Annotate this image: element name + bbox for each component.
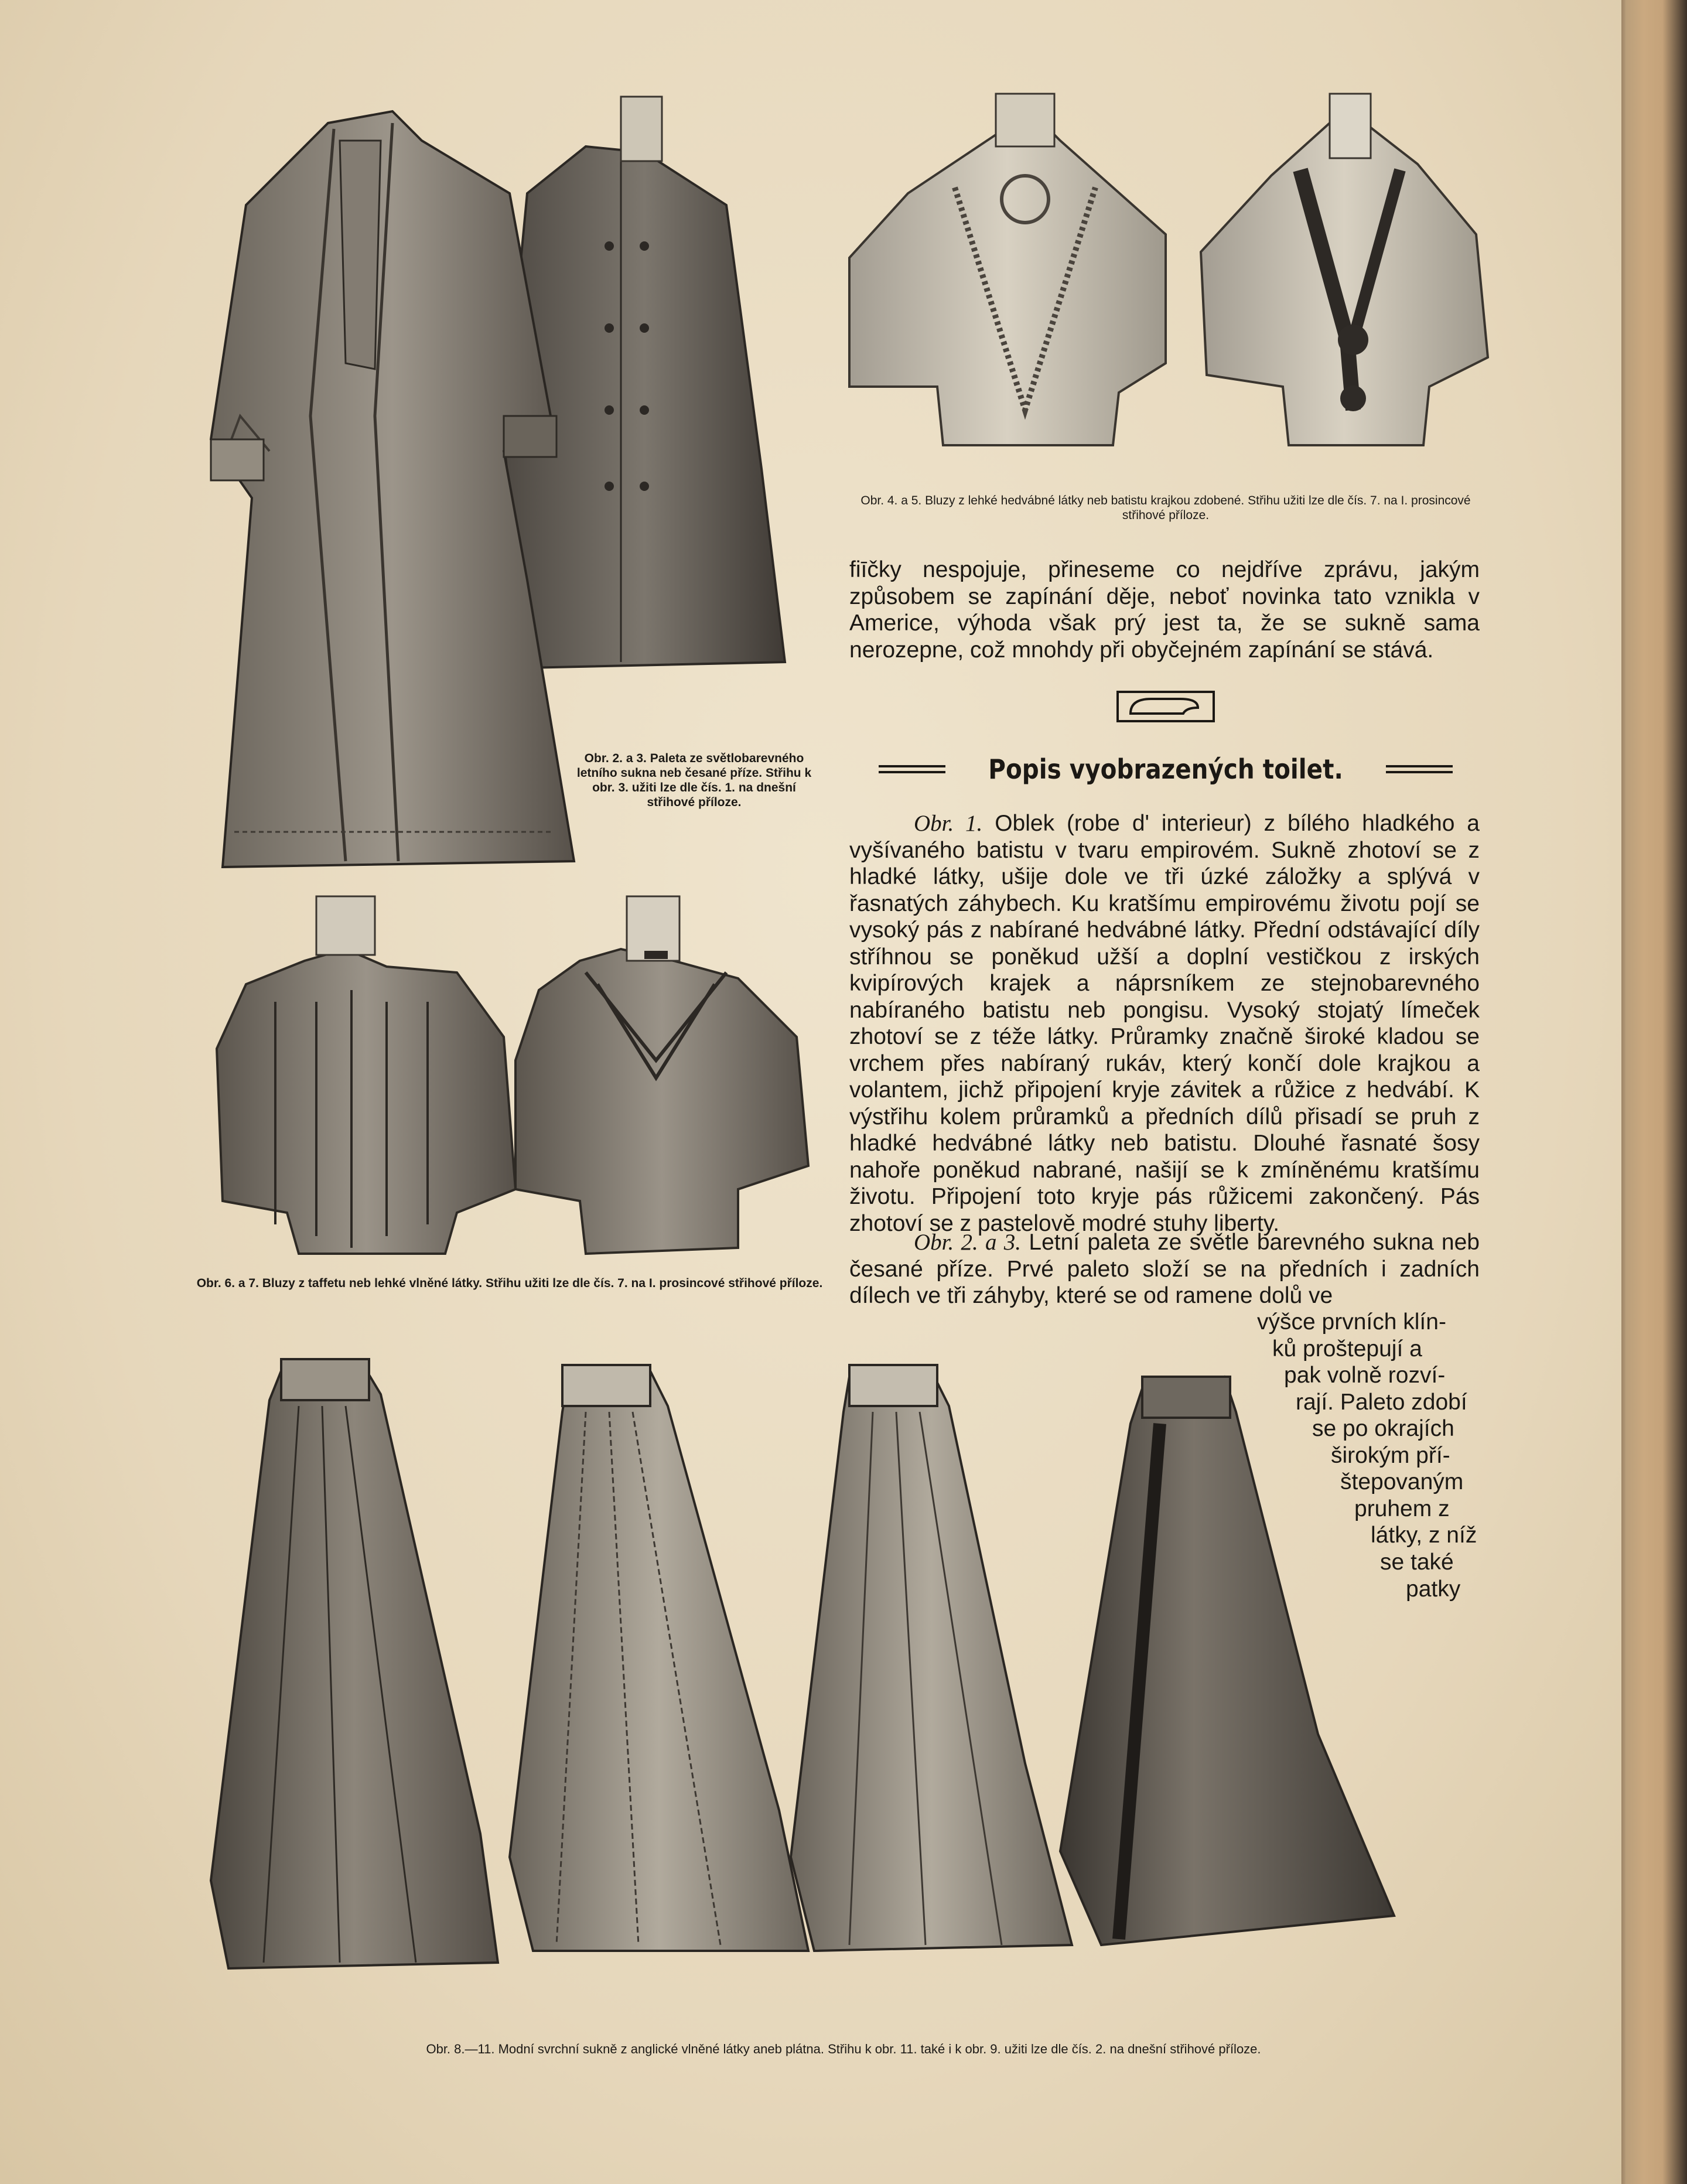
wrap-line: se také: [1380, 1550, 1454, 1575]
wrap-line: patky: [1406, 1576, 1461, 1602]
intro-paragraph: fiīčky nespojuje, přineseme co nejdříve zprávu, jakým způsobem se zapínání děje, neboť novinka tato vznikla v Americe, výhoda však prý jest ta, že se sukně sama nerozepne, což mnohdy při obyčejném zapínání se stává.: [849, 557, 1480, 663]
description-paragraph-1: [849, 810, 1480, 1237]
blouse-6: [217, 949, 515, 1254]
para2-label: Obr. 2. a 3.: [914, 1230, 1022, 1255]
para1-text: Oblek (robe d' interieur) z bílého hladkého a vyšívaného batistu v tvaru empirovém. Sukně zhotoví se z hladké látky, ušije dole ve tři úzké záložky a splývá v řasnatých záhybech. Ku kratšímu empirovému životu pojí se vysoký pás z nabírané hedvábné látky. Přední odstávající díly stříhnou se poněkud užší a doplní vestičkou z irských kvipírových krajek a náprsníkem ze stejnobarevného nabíraného batistu neb pongisu. Vysoký stojatý límeček zhotoví se z téže látky. Průramky značně široké kladou se vrchem přes nabíraný rukáv, který končí dole krajkou a volantem, jichž připojení kryje závitek a růžice z hedvábí. K výstřihu kolem průramků a předních dílů přisadí se pruh z hladké hedvábné látky neb batistu. Dlouhé řasnaté šosy nahoře poněkud nabrané, našijí se k zmíněnému kratšímu životu. Připojení toto kryje pás růžicemi zakončený. Pás zhotoví se z pastelově modré stuhy liberty.: [849, 811, 1480, 1236]
skirt-10: [791, 1365, 1072, 1951]
description-paragraph-2: [849, 1229, 1480, 1309]
para1-label: Obr. 1.: [914, 811, 983, 836]
heading-rule-left: [879, 765, 945, 773]
wrap-line: se po okrajích: [1312, 1416, 1454, 1441]
blouse-4: [849, 117, 1166, 445]
taffeta-blouses-illustration: [211, 885, 814, 1260]
para2-text: Letní paleta ze světle barevného sukna neb česané příze. Prvé paleto složí se na předních i zadních dílech ve tři záhyby, které se od ramene dolů ve: [849, 1230, 1480, 1308]
wrap-line: pruhem z: [1354, 1496, 1450, 1521]
heading-rule-right: [1386, 765, 1453, 773]
wrap-line: širokým pří-: [1331, 1443, 1450, 1468]
ornament-icon: [1116, 690, 1215, 723]
wrap-line: štepovaným: [1340, 1469, 1464, 1494]
heading-text: Popis vyobrazených toilet.: [988, 753, 1343, 785]
skirts-illustration: [205, 1353, 1429, 1998]
wrap-line: pak volně rozví-: [1284, 1363, 1446, 1388]
skirt-11: [1060, 1377, 1394, 1945]
book-edge: [1625, 0, 1687, 2184]
caption-fig-2-3: Obr. 2. a 3. Paleta ze světlobarevného letního sukna neb česané příze. Střihu k obr. 3. užiti lze dle čís. 1. na dnešní střihové příloze.: [576, 752, 812, 809]
caption-fig-6-7: Obr. 6. a 7. Bluzy z taffetu neb lehké vlněné látky. Střihu užiti lze dle čís. 7. na I. prosincové střihové příloze.: [196, 1277, 823, 1290]
wrap-line: výšce prvních klín-: [1257, 1309, 1446, 1335]
wrap-line: rají. Paleto zdobí: [1296, 1390, 1467, 1415]
caption-fig-4-5: Obr. 4. a 5. Bluzy z lehké hedvábné látky neb batistu krajkou zdobené. Střihu užiti lze dle čís. 7. na I. prosincové střihové příloze.: [860, 494, 1471, 522]
blouse-7: [515, 949, 808, 1254]
wrap-line: ků proštepují a: [1272, 1336, 1422, 1361]
wrap-line: látky, z níž: [1371, 1523, 1477, 1548]
skirt-9: [510, 1365, 808, 1951]
skirt-8: [211, 1359, 498, 1968]
section-heading: [879, 749, 1453, 790]
lace-blouses-illustration: [838, 82, 1494, 469]
caption-fig-8-11: Obr. 8.—11. Modní svrchní sukně z anglické vlněné látky aneb plátna. Střihu k obr. 11. také i k obr. 9. užiti lze dle čís. 2. na dnešní střihové příloze.: [426, 2042, 1261, 2056]
